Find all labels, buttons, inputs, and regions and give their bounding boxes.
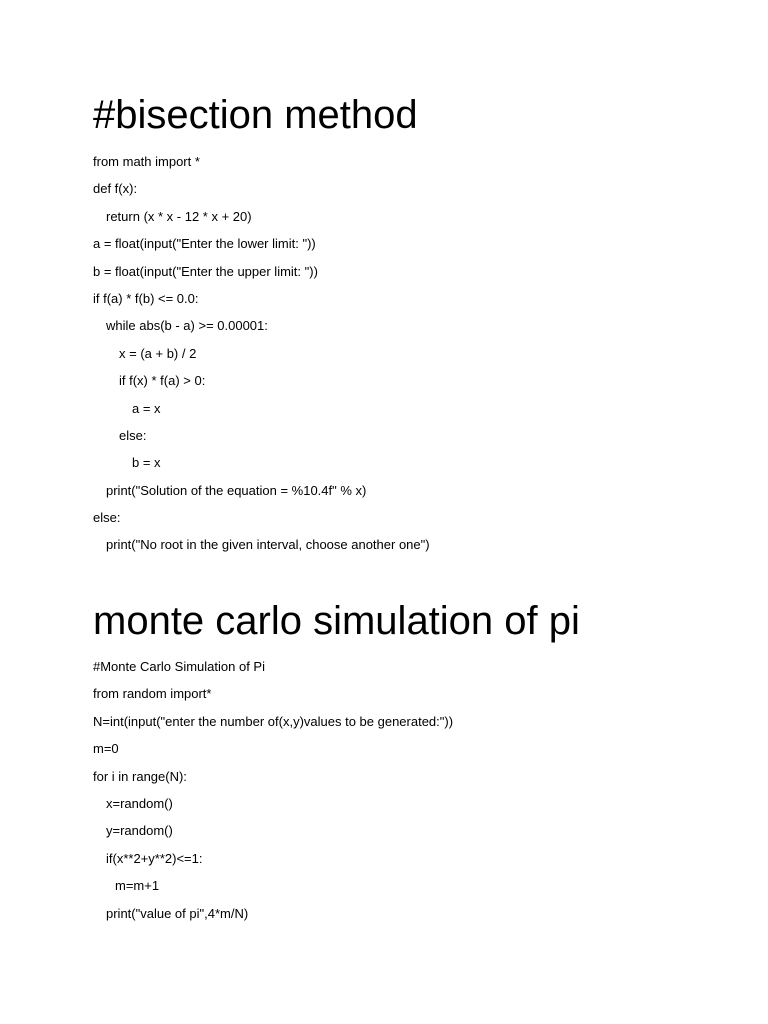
section-heading-monte-carlo: monte carlo simulation of pi [93, 599, 580, 643]
code-line: if(x**2+y**2)<=1: [106, 850, 203, 866]
code-line: b = float(input("Enter the upper limit: ")) [93, 263, 318, 279]
code-line: b = x [132, 455, 161, 471]
code-line: a = x [132, 400, 161, 416]
code-line: from random import* [93, 686, 212, 702]
code-line: a = float(input("Enter the lower limit: ")) [93, 236, 316, 252]
section-heading-bisection: #bisection method [93, 93, 418, 137]
code-line: else: [119, 427, 147, 443]
code-line: while abs(b - a) >= 0.00001: [106, 318, 268, 334]
code-line: #Monte Carlo Simulation of Pi [93, 659, 265, 674]
code-block-bisection [93, 153, 430, 564]
code-line: N=int(input("enter the number of(x,y)values to be generated:")) [93, 713, 454, 729]
code-line: print("Solution of the equation = %10.4f" % x) [106, 482, 367, 498]
code-line: def f(x): [93, 181, 138, 197]
code-line: m=0 [93, 741, 119, 757]
code-line: x = (a + b) / 2 [119, 345, 197, 361]
code-line: m=m+1 [115, 878, 160, 894]
code-line: from math import * [93, 154, 200, 169]
code-line: if f(x) * f(a) > 0: [119, 373, 206, 389]
code-line: else: [93, 510, 121, 526]
code-line: x=random() [106, 795, 173, 811]
code-line: if f(a) * f(b) <= 0.0: [93, 290, 199, 306]
code-line: print("value of pi",4*m/N) [106, 905, 249, 921]
code-block-monte-carlo [93, 658, 453, 932]
code-line: print("No root in the given interval, choose another one") [106, 537, 430, 553]
code-line: return (x * x - 12 * x + 20) [106, 208, 252, 224]
code-line: y=random() [106, 823, 173, 839]
code-line: for i in range(N): [93, 768, 187, 784]
